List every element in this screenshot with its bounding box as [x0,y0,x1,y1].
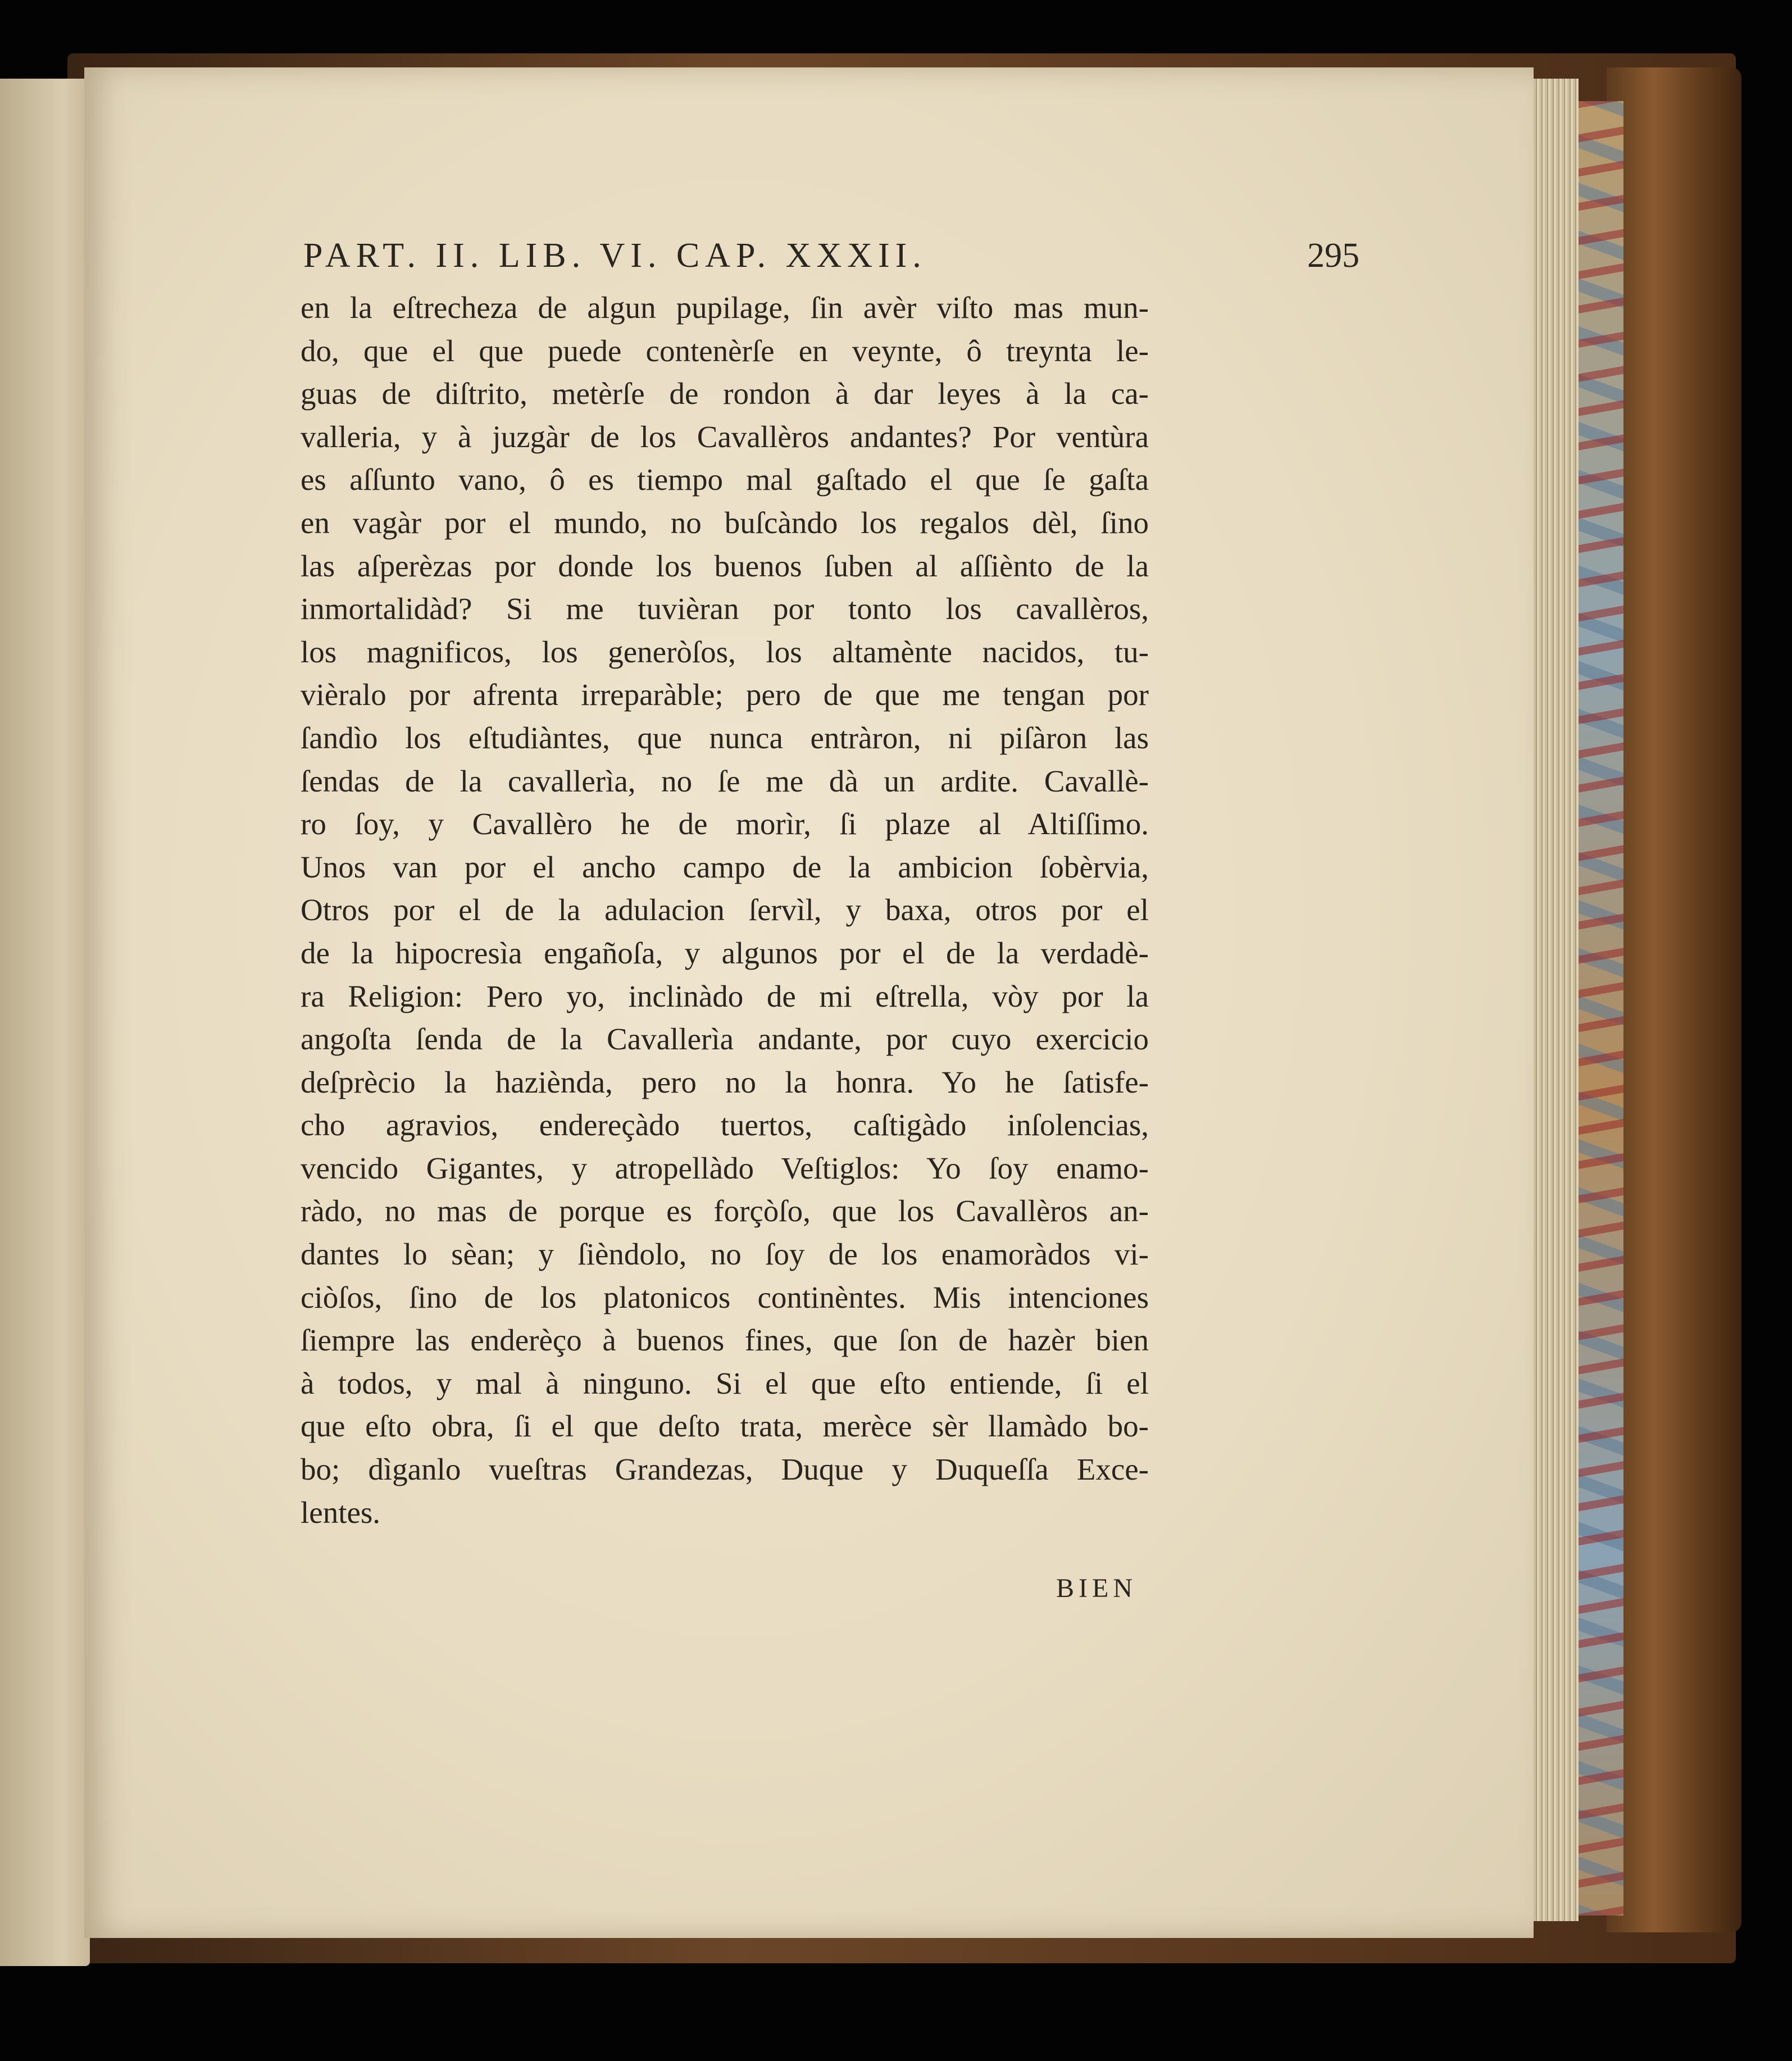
body-text [301,286,1149,1534]
text-line: ra Religion: Pero yo, inclinàdo de mi eſtrella, vòy por la [301,979,1149,1013]
text-line: ſandìo los eſtudiàntes, que nunca entràron, ni piſàron las [301,720,1149,755]
text-line: à todos, y mal à ninguno. Si el que eſto entiende, ſi el [301,1366,1149,1400]
text-line: vencido Gigantes, y atropellàdo Veſtiglos: Yo ſoy enamo- [301,1150,1149,1185]
catchword: BIEN [1056,1573,1137,1603]
text-line: los magnificos, los generòſos, los altamènte nacidos, tu- [301,634,1149,669]
text-line: ro ſoy, y Cavallèro he de morìr, ſi plaze al Altiſſimo. [301,807,1149,841]
text-line: ràdo, no mas de porque es forçòſo, que los Cavallèros an- [301,1194,1149,1229]
text-line: ciòſos, ſino de los platonicos continèntes. Mis intenciones [301,1280,1149,1314]
text-line: bo; dìganlo vueſtras Grandezas, Duque y Duqueſſa Exce- [301,1452,1149,1487]
text-line: de la hipocresìa engañoſa, y algunos por el de la verdadè- [301,935,1149,970]
page-stack-edge [1528,79,1579,1921]
text-line: cho agravios, endereçàdo tuertos, caſtigàdo inſolencias, [301,1108,1149,1143]
text-line: valleria, y à juzgàr de los Cavallèros andantes? Por ventùra [301,419,1149,454]
leather-binding [1607,67,1741,1932]
text-line: que eſto obra, ſi el que deſto trata, merèce sèr llamàdo bo- [301,1409,1149,1444]
text-line: las aſperèzas por donde los buenos ſuben al aſſiènto de la [301,548,1149,583]
text-line: es aſſunto vano, ô es tiempo mal gaſtado el que ſe gaſta [301,462,1149,497]
text-line: en vagàr por el mundo, no buſcàndo los regalos dèl, ſino [301,505,1149,540]
page-number: 295 [1307,236,1359,275]
text-line: ſiempre las enderèço à buenos fines, que ſon de hazèr bien [301,1323,1149,1358]
marbled-edge [1573,101,1623,1916]
text-line: lentes. [301,1495,381,1530]
text-line: deſprècio la haziènda, pero no la honra. Yo he ſatisfe- [301,1064,1149,1099]
text-line: en la eſtrecheza de algun pupilage, ſin avèr viſto mas mun- [301,290,1149,325]
text-line: dantes lo sèan; y ſièndolo, no ſoy de los enamoràdos vi- [301,1237,1149,1272]
text-line: angoſta ſenda de la Cavallerìa andante, por cuyo exercicio [301,1022,1149,1057]
text-line: guas de diſtrito, metèrſe de rondon à dar leyes à la ca- [301,376,1149,411]
text-line: vièralo por afrenta irreparàble; pero de que me tengan por [301,677,1149,712]
text-line: ſendas de la cavallerìa, no ſe me dà un ardite. Cavallè- [301,763,1149,798]
running-head [303,236,1359,292]
text-line: inmortalidàd? Si me tuvièran por tonto los cavallèros, [301,592,1149,626]
text-line: Otros por el de la adulacion ſervìl, y baxa, otros por el [301,893,1149,927]
running-head-title: PART. II. LIB. VI. CAP. XXXII. [303,236,927,275]
text-line: Unos van por el ancho campo de la ambicion ſobèrvia, [301,849,1149,884]
facing-page-edge [0,79,90,1966]
text-line: do, que el que puede contenèrſe en veynte, ô treynta le- [301,333,1149,368]
